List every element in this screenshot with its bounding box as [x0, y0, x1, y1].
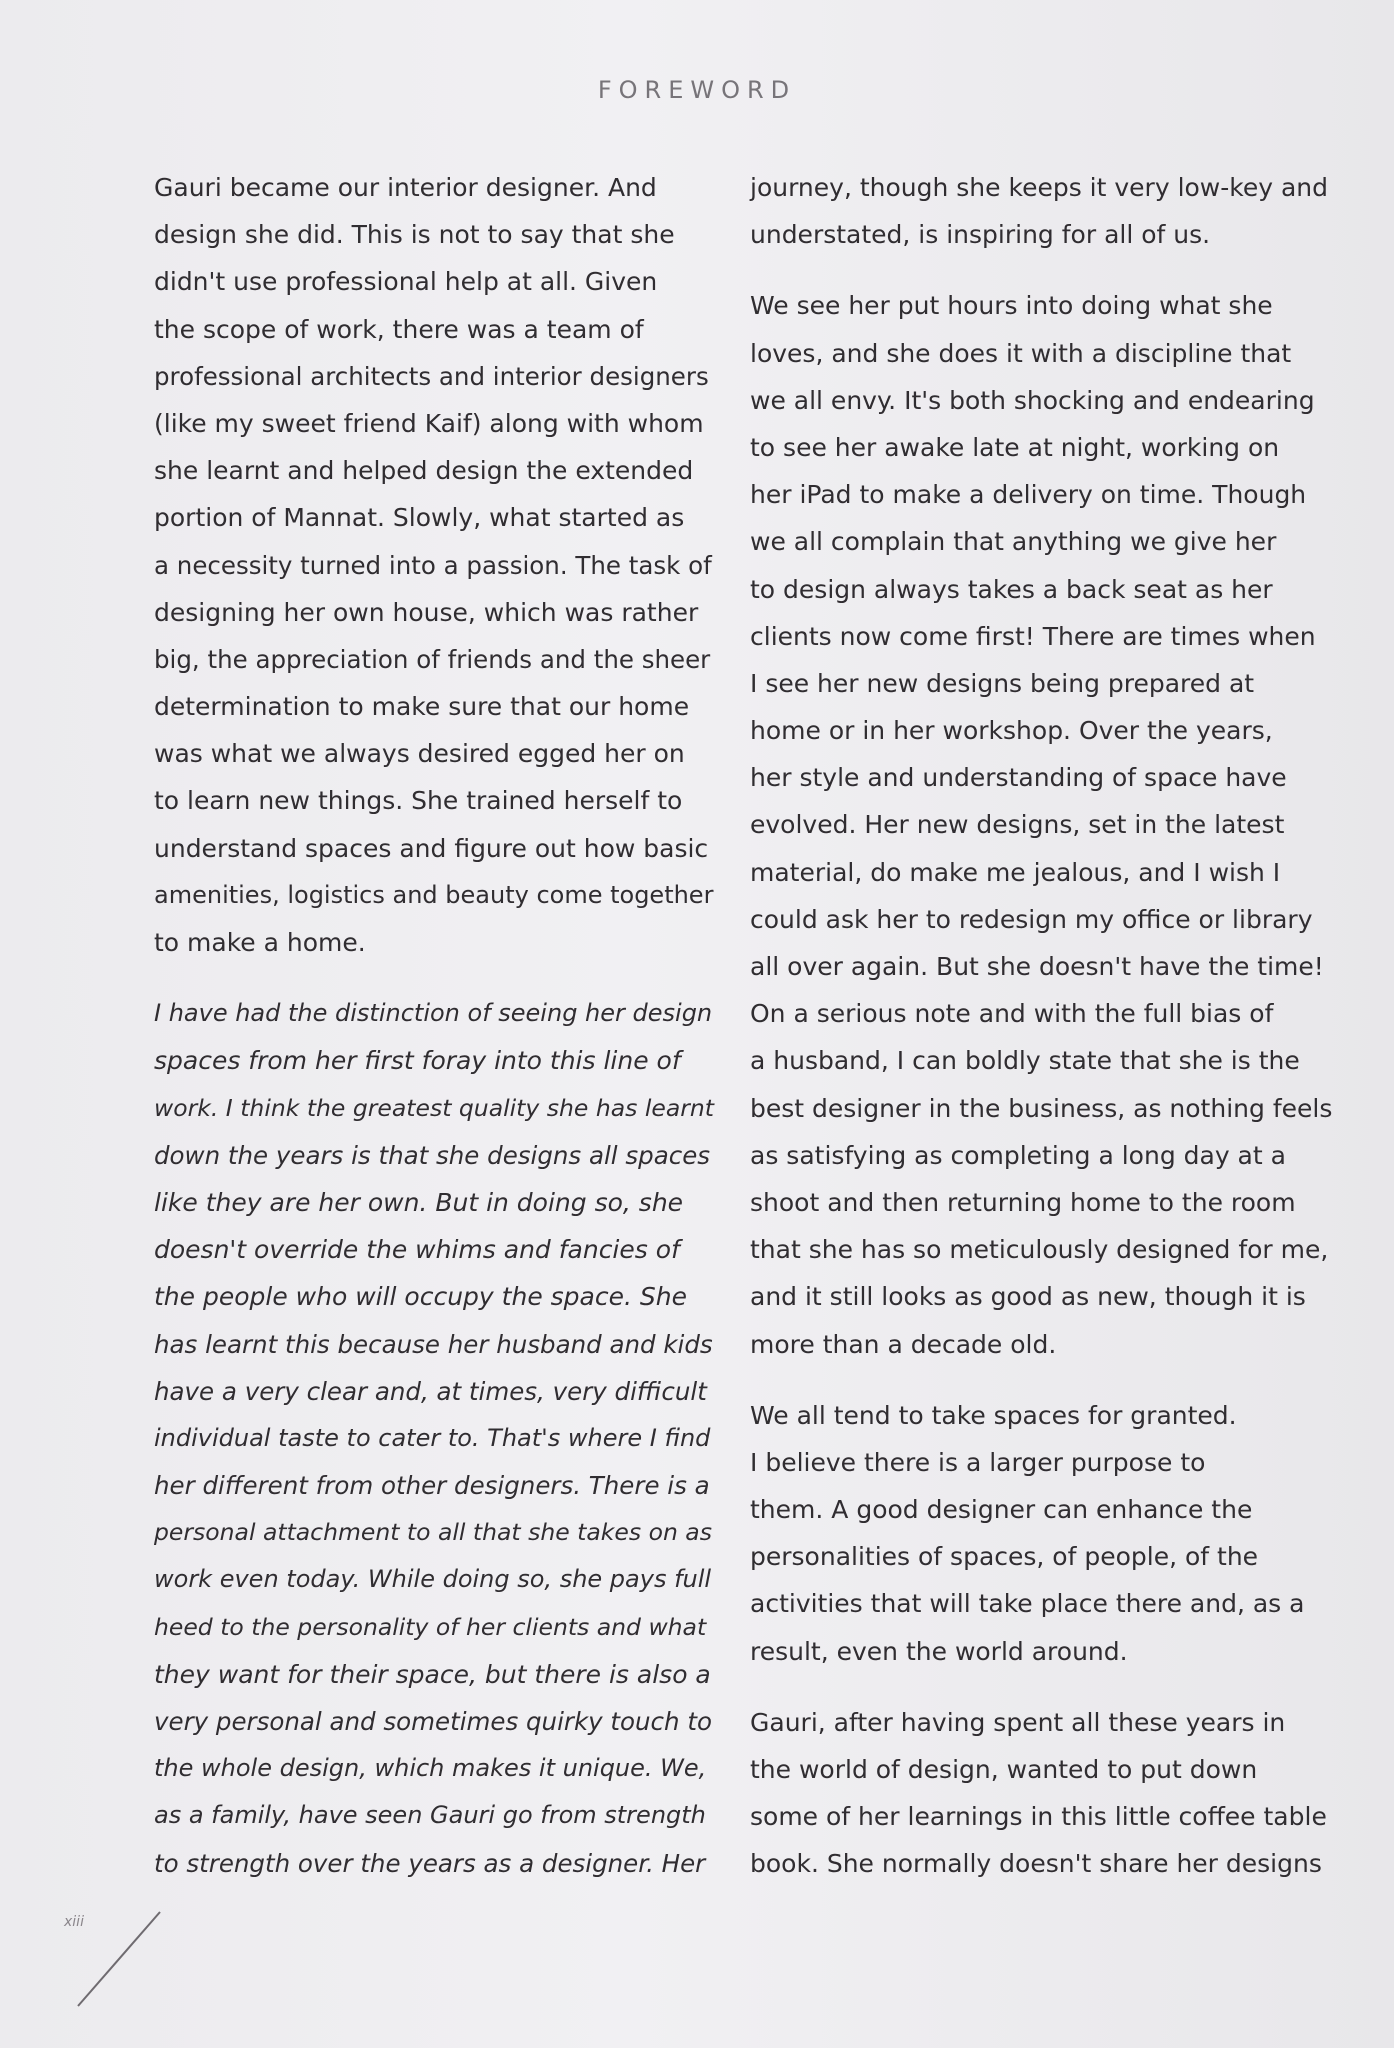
text-line: evolved. Her new designs, set in the latest: [750, 810, 1285, 840]
text-line: that she has so meticulously designed for me,: [750, 1235, 1329, 1265]
text-line: her style and understanding of space have: [750, 763, 1287, 793]
text-line: amenities, logistics and beauty come together: [154, 880, 714, 909]
text-line: some of her learnings in this little coffee table: [750, 1802, 1327, 1832]
text-line: to see her awake late at night, working on: [750, 432, 1280, 462]
text-line: We all tend to take spaces for granted.: [750, 1400, 1237, 1430]
text-line: could ask her to redesign my office or library: [750, 904, 1313, 934]
text-line: to make a home.: [154, 928, 366, 957]
text-line: the scope of work, there was a team of: [154, 314, 644, 344]
text-line: best designer in the business, as nothing feels: [750, 1093, 1333, 1123]
text-line: was what we always desired egged her on: [154, 739, 685, 769]
text-line: spaces from her first foray into this line of: [154, 1046, 681, 1076]
left-column: [154, 164, 714, 1911]
paragraph: [750, 1392, 1350, 1675]
text-line: personalities of spaces, of people, of the: [750, 1542, 1259, 1572]
text-line: big, the appreciation of friends and the sheer: [154, 644, 711, 674]
text-line: to learn new things. She trained herself to: [154, 786, 683, 816]
text-line: designing her own house, which was rather: [154, 597, 699, 627]
text-line: we all complain that anything we give her: [750, 527, 1277, 557]
text-line: On a serious note and with the full bias of: [750, 999, 1274, 1029]
text-line: shoot and then returning home to the room: [750, 1187, 1296, 1217]
text-line: and it still looks as good as new, though it is: [750, 1282, 1306, 1312]
text-line: I see her new designs being prepared at: [750, 668, 1255, 698]
text-line: work. I think the greatest quality she has learnt: [154, 1093, 714, 1122]
text-line: them. A good designer can enhance the: [750, 1495, 1253, 1525]
text-line: more than a decade old.: [750, 1329, 1057, 1359]
text-line: determination to make sure that our home: [154, 692, 690, 722]
text-line: all over again. But she doesn't have the time!: [750, 952, 1324, 981]
text-line: professional architects and interior designers: [154, 361, 709, 391]
paragraph: [750, 1699, 1350, 1888]
text-line: very personal and sometimes quirky touch to: [154, 1707, 712, 1736]
text-line: have a very clear and, at times, very difficult: [154, 1376, 707, 1406]
text-line: a necessity turned into a passion. The task of: [154, 550, 712, 580]
text-line: We see her put hours into doing what she: [750, 291, 1273, 321]
paragraph: [750, 282, 1350, 1367]
page-number: xiii: [64, 1914, 84, 1930]
text-line: (like my sweet friend Kaif) along with whom: [154, 408, 704, 438]
text-line: portion of Mannat. Slowly, what started as: [154, 503, 685, 533]
text-line: to design always takes a back seat as her: [750, 574, 1273, 604]
text-line: a husband, I can boldly state that she is the: [750, 1046, 1300, 1076]
text-line: result, even the world around.: [750, 1636, 1128, 1666]
text-line: I have had the distinction of seeing her design: [154, 999, 713, 1028]
text-line: heed to the personality of her clients and what: [154, 1612, 707, 1641]
text-line: has learnt this because her husband and kids: [154, 1329, 713, 1359]
text-line: home or in her workshop. Over the years,: [750, 716, 1273, 746]
text-line: individual taste to cater to. That's where I find: [154, 1423, 711, 1452]
text-line: personal attachment to all that she takes on as: [154, 1518, 712, 1547]
page-header: FOREWORD: [597, 76, 797, 104]
text-line: book. She normally doesn't share her designs: [750, 1849, 1322, 1879]
text-line: she learnt and helped design the extended: [154, 456, 694, 486]
paragraph: [750, 164, 1350, 258]
text-line: down the years is that she designs all spaces: [154, 1140, 711, 1170]
text-line: they want for their space, but there is also a: [154, 1659, 711, 1689]
text-line: loves, and she does it with a discipline that: [750, 338, 1292, 368]
text-line: design she did. This is not to say that she: [154, 220, 675, 250]
text-line: the world of design, wanted to put down: [750, 1755, 1258, 1784]
text-line: we all envy. It's both shocking and endearing: [750, 385, 1315, 415]
text-line: to strength over the years as a designer. Her: [154, 1848, 706, 1878]
text-line: her iPad to make a delivery on time. Though: [750, 480, 1307, 510]
text-line: her different from other designers. There is a: [154, 1471, 710, 1501]
text-line: doesn't override the whims and fancies of: [154, 1235, 680, 1265]
text-line: journey, though she keeps it very low-key and: [750, 173, 1329, 202]
text-line: material, do make me jealous, and I wish I: [750, 857, 1281, 887]
decorative-slash-icon: [72, 1910, 172, 2010]
text-line: understated, is inspiring for all of us.: [750, 220, 1211, 250]
text-line: like they are her own. But in doing so, she: [154, 1187, 684, 1217]
text-line: understand spaces and figure out how basic: [154, 833, 709, 863]
text-line: Gauri, after having spent all these years in: [750, 1707, 1286, 1737]
paragraph: [154, 164, 714, 966]
text-line: didn't use professional help at all. Given: [154, 267, 658, 297]
paragraph: [154, 990, 714, 1887]
text-line: activities that will take place there and, as a: [750, 1589, 1305, 1619]
right-column: [750, 164, 1350, 1912]
text-line: clients now come first! There are times when: [750, 621, 1316, 651]
text-line: Gauri became our interior designer. And: [154, 173, 657, 202]
text-line: work even today. While doing so, she pays full: [154, 1565, 712, 1594]
text-line: the whole design, which makes it unique. We,: [154, 1754, 707, 1783]
text-line: as satisfying as completing a long day at a: [750, 1140, 1286, 1170]
text-line: the people who will occupy the space. She: [154, 1282, 687, 1312]
text-line: I believe there is a larger purpose to: [750, 1447, 1206, 1477]
text-line: as a family, have seen Gauri go from strength: [154, 1801, 706, 1830]
